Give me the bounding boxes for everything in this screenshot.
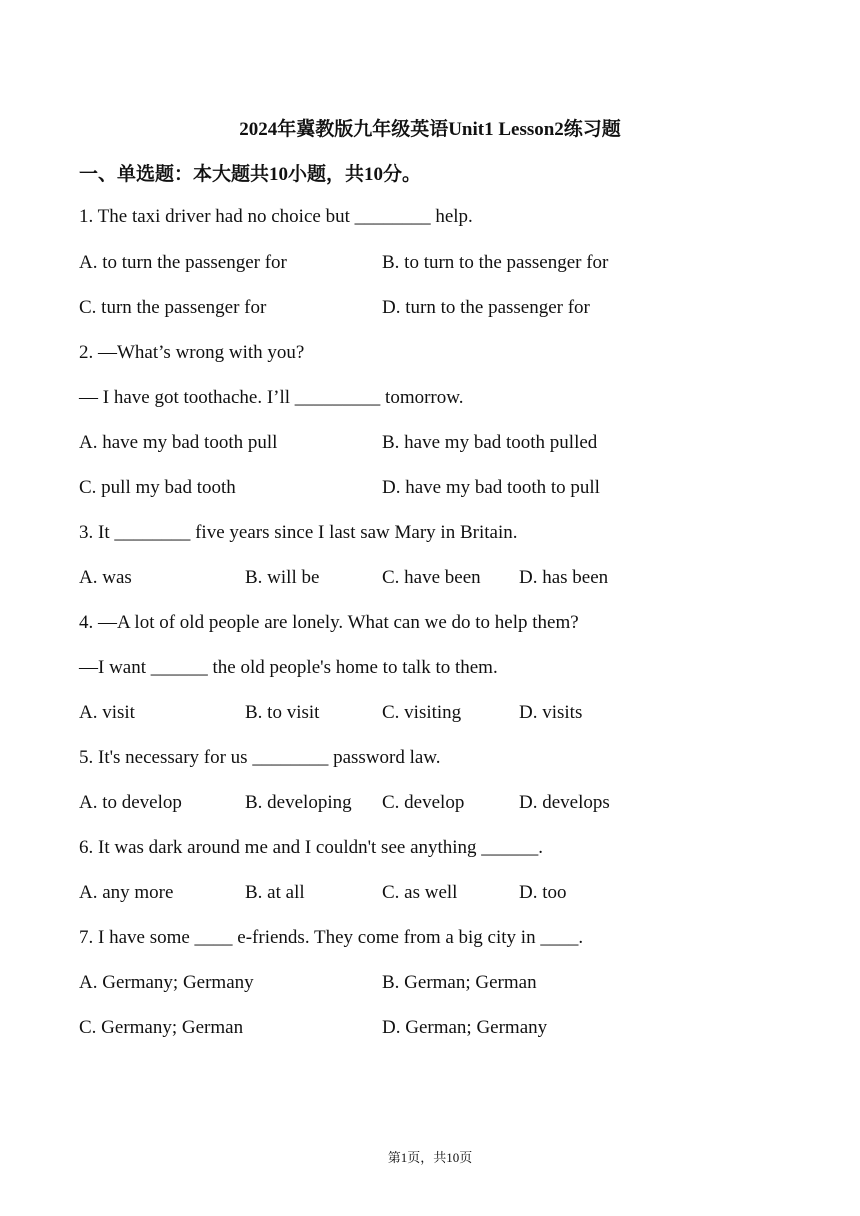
question-3-option-c: C. have been bbox=[382, 567, 481, 588]
question-1-stem: 1. The taxi driver had no choice but ________ help. bbox=[79, 206, 473, 227]
question-2-stem-line-2: — I have got toothache. I’ll _________ tomorrow. bbox=[79, 387, 464, 408]
question-1-option-a: A. to turn the passenger for bbox=[79, 252, 287, 273]
question-2-option-a: A. have my bad tooth pull bbox=[79, 432, 278, 453]
question-2-option-d: D. have my bad tooth to pull bbox=[382, 477, 600, 498]
question-6-option-c: C. as well bbox=[382, 882, 458, 903]
question-5-option-a: A. to develop bbox=[79, 792, 182, 813]
question-4-stem-line-2: —I want ______ the old people's home to talk to them. bbox=[79, 657, 498, 678]
page-footer: 第1页，共10页 bbox=[387, 1150, 473, 1165]
question-4-option-b: B. to visit bbox=[245, 702, 320, 723]
question-2-option-b: B. have my bad tooth pulled bbox=[382, 432, 598, 453]
question-3-stem: 3. It ________ five years since I last saw Mary in Britain. bbox=[79, 522, 518, 543]
question-5-option-c: C. develop bbox=[382, 792, 465, 813]
question-7-option-a: A. Germany; Germany bbox=[79, 972, 254, 993]
question-6-option-d: D. too bbox=[519, 882, 567, 903]
question-1-option-b: B. to turn to the passenger for bbox=[382, 252, 609, 273]
question-1-option-d: D. turn to the passenger for bbox=[382, 297, 590, 318]
question-3-option-d: D. has been bbox=[519, 567, 609, 588]
question-3-option-a: A. was bbox=[79, 567, 132, 588]
question-5-option-b: B. developing bbox=[245, 792, 352, 813]
question-2-option-c: C. pull my bad tooth bbox=[79, 477, 236, 498]
question-6-option-a: A. any more bbox=[79, 882, 174, 903]
question-4-option-a: A. visit bbox=[79, 702, 135, 723]
question-5-stem: 5. It's necessary for us ________ password law. bbox=[79, 747, 441, 768]
question-6-stem: 6. It was dark around me and I couldn't see anything ______. bbox=[79, 837, 544, 858]
question-4-option-d: D. visits bbox=[519, 702, 583, 723]
question-4-option-c: C. visiting bbox=[382, 702, 462, 723]
question-3-option-b: B. will be bbox=[245, 567, 320, 588]
question-7-stem: 7. I have some ____ e-friends. They come from a big city in ____. bbox=[79, 927, 584, 948]
question-2-stem-line-1: 2. —What’s wrong with you? bbox=[79, 342, 305, 363]
question-6-option-b: B. at all bbox=[245, 882, 305, 903]
question-5-option-d: D. develops bbox=[519, 792, 610, 813]
question-1-option-c: C. turn the passenger for bbox=[79, 297, 267, 318]
question-7-option-d: D. German; Germany bbox=[382, 1017, 548, 1038]
question-7-option-c: C. Germany; German bbox=[79, 1017, 244, 1038]
section-heading: 一、单选题：本大题共10小题，共10分。 bbox=[79, 164, 422, 185]
document-title: 2024年冀教版九年级英语Unit1 Lesson2练习题 bbox=[239, 119, 621, 140]
question-7-option-b: B. German; German bbox=[382, 972, 537, 993]
question-4-stem-line-1: 4. —A lot of old people are lonely. What can we do to help them? bbox=[79, 612, 579, 633]
